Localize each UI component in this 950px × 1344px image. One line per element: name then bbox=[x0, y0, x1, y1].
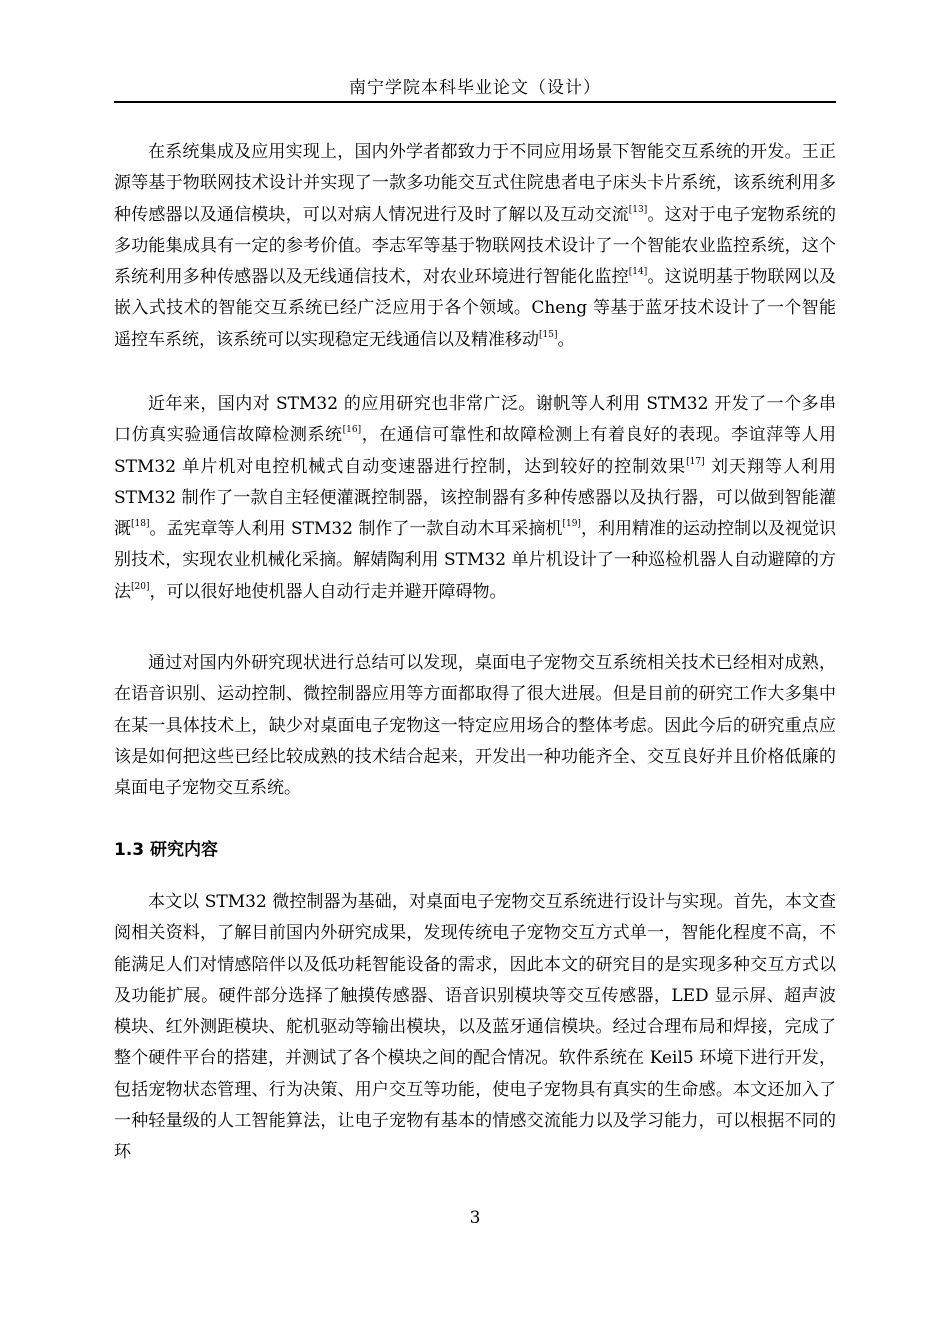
paragraph-integration bbox=[114, 137, 836, 356]
page-number: 3 bbox=[469, 1208, 481, 1228]
text-segment: ，利用精准的运动控制以及视觉识别技术，实现农业机械化采摘。解婧陶利用 STM32 单片机设计了一种巡检机器人自动避障的方法 bbox=[114, 519, 837, 602]
paragraph-stm32 bbox=[114, 389, 836, 608]
page-header: 南宁学院本科毕业论文（设计） bbox=[349, 78, 601, 98]
citation: [16] bbox=[342, 425, 362, 436]
citation: [19] bbox=[562, 519, 581, 530]
text-segment: 。 bbox=[557, 329, 575, 350]
citation: [18] bbox=[131, 519, 150, 530]
header-rule bbox=[114, 101, 836, 103]
text-segment: 。这说明基于物联网以及嵌入式技术的智能交互系统已经广泛应用于各个领域。Cheng 等基于蓝牙技术设计了一个智能遥控车系统，该系统可以实现稳定无线通信以及精准移动 bbox=[114, 267, 837, 350]
paragraph-summary bbox=[114, 648, 836, 804]
citation: [17] bbox=[686, 456, 705, 467]
text-segment: 。孟宪章等人利用 STM32 制作了一款自动木耳采摘机 bbox=[149, 519, 563, 540]
text-segment: 通过对国内外研究现状进行总结可以发现，桌面电子宠物交互系统相关技术已经相对成熟，在语音识别、运动控制、微控制器应用等方面都取得了很大进展。但是目前的研究工作大多集中在某一具体技术上，缺少对桌面电子宠物这一特定应用场合的整体考虑。因此今后的研究重点应该是如何把这些已经比较成熟的技术结合起来，开发出一种功能齐全、交互良好并且价格低廉的桌面电子宠物交互系统。 bbox=[114, 653, 836, 799]
text-segment: 本文以 STM32 微控制器为基础，对桌面电子宠物交互系统进行设计与实现。首先，本文查阅相关资料，了解目前国内外研究成果，发现传统电子宠物交互方式单一，智能化程度不高，不能满足人们对情感陪伴以及低功耗智能设备的需求，因此本文的研究目的是实现多种交互方式以及功能扩展。硬件部分选择了触摸传感器、语音识别模块等交互传感器，LED 显示屏、超声波模块、红外测距模块、舵机驱动等输出模块，以及蓝牙通信模块。经过合理布局和焊接，完成了整个硬件平台的搭建，并测试了各个模块之间的配合情况。软件系统在 Keil5 环境下进行开发，包括宠物状态管理、行为决策、用户交互等功能，使电子宠物具有真实的生命感。本文还加入了一种轻量级的人工智能算法，让电子宠物有基本的情感交流能力以及学习能力，可以根据不同的环 bbox=[114, 892, 836, 1163]
text-segment: 刘天翔等人利用 STM32 制作了一款自主轻便灌溉控制器，该控制器有多种传感器以及执行器，可以做到智能灌溉 bbox=[114, 456, 836, 540]
text-segment: ，在通信可靠性和故障检测上有着良好的表现。李谊萍等人用 STM32 单片机对电控机械式自动变速器进行控制，达到较好的控制效果 bbox=[114, 425, 837, 477]
text-segment: 在系统集成及应用实现上，国内外学者都致力于不同应用场景下智能交互系统的开发。王正源等基于物联网技术设计并实现了一款多功能交互式住院患者电子床头卡片系统，该系统利用多种传感器以及通信模块，可以对病人情况进行及时了解以及互动交流 bbox=[114, 142, 836, 225]
text-segment: 近年来，国内对 STM32 的应用研究也非常广泛。谢帆等人利用 STM32 开发了一个多串口仿真实验通信故障检测系统 bbox=[114, 394, 836, 446]
citation: [14] bbox=[628, 267, 648, 278]
citation: [20] bbox=[131, 581, 150, 592]
text-segment: ，可以很好地使机器人自动行走并避开障碍物。 bbox=[149, 581, 507, 602]
text-segment: 。这对于电子宠物系统的多功能集成具有一定的参考价值。李志军等基于物联网技术设计了一个智能农业监控系统，这个系统利用多种传感器以及无线通信技术，对农业环境进行智能化监控 bbox=[114, 204, 837, 288]
paragraph-research-content bbox=[114, 887, 836, 1169]
section-heading: 1.3 研究内容 bbox=[114, 840, 219, 860]
citation: [13] bbox=[628, 204, 648, 215]
citation: [15] bbox=[539, 329, 558, 340]
